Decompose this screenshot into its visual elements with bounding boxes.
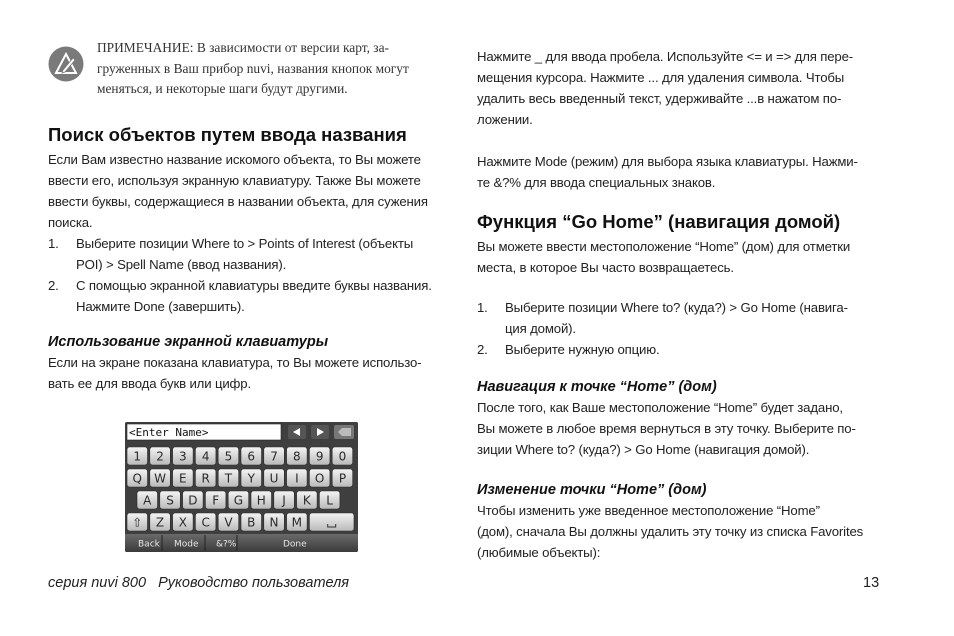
keyboard-key-label: B bbox=[247, 515, 256, 530]
text-line: Если Вам известно название искомого объекта, то Вы можете bbox=[48, 151, 421, 167]
text-line: Нажмите _ для ввода пробела. Используйте <= и => для пере- bbox=[477, 49, 854, 64]
step-item bbox=[477, 339, 887, 360]
paragraph bbox=[477, 151, 887, 193]
keyboard-key-label: Y bbox=[247, 471, 255, 486]
text-line: (любимые объекты): bbox=[477, 545, 601, 560]
step-line: Нажмите Done (завершить). bbox=[76, 298, 245, 314]
step-line: ция домой). bbox=[505, 321, 576, 336]
keyboard-key-label: D bbox=[188, 493, 198, 508]
paragraph bbox=[477, 46, 887, 130]
keyboard-key-label: 1 bbox=[133, 449, 142, 464]
footer-title: серия nuvi 800 Руководство пользователя bbox=[48, 575, 350, 591]
step-number: 1. bbox=[477, 300, 488, 315]
section-intro bbox=[477, 236, 887, 278]
note-line: ПРИМЕЧАНИЕ: В зависимости от версии карт, за- bbox=[97, 40, 389, 55]
step-line: С помощью экранной клавиатуры введите буквы названия. bbox=[76, 277, 432, 293]
keyboard-key-label: ⇧ bbox=[132, 515, 143, 530]
step-number: 2. bbox=[477, 342, 488, 357]
keyboard-key-label: R bbox=[201, 471, 210, 486]
step-item bbox=[48, 275, 453, 317]
section-heading: Поиск объектов путем ввода названия bbox=[48, 123, 407, 145]
subsection-text bbox=[477, 397, 887, 460]
step-line: Выберите нужную опцию. bbox=[505, 342, 660, 357]
left-column bbox=[48, 38, 453, 394]
text-line: ввести буквы, содержащиеся в названии объекта, для сужения bbox=[48, 193, 428, 209]
keyboard-key-label: 9 bbox=[315, 449, 324, 464]
subsection-heading: Использование экранной клавиатуры bbox=[48, 333, 329, 350]
keyboard-key-label: 6 bbox=[247, 449, 256, 464]
keyboard-bottom-label: Back bbox=[138, 539, 160, 550]
text-line: Нажмите Mode (режим) для выбора языка клавиатуры. Нажми- bbox=[477, 154, 858, 169]
keyboard-key-label: T bbox=[224, 471, 233, 486]
text-line: ложении. bbox=[477, 112, 533, 127]
page-number: 13 bbox=[863, 575, 880, 591]
keyboard-bottom-label: Done bbox=[283, 539, 307, 550]
text-line: мещения курсора. Нажмите ... для удаления символа. Чтобы bbox=[477, 70, 845, 85]
text-line: Чтобы изменить уже введенное местоположение “Home” bbox=[477, 503, 820, 518]
text-line: ввести его, используя экранную клавиатуру. Также Вы можете bbox=[48, 172, 421, 188]
subsection-text bbox=[48, 352, 453, 394]
note-text bbox=[97, 38, 409, 100]
keyboard-key-label: 0 bbox=[338, 449, 347, 464]
note-line: меняться, и некоторые шаги будут другими. bbox=[97, 81, 348, 96]
keyboard-key-label: I bbox=[295, 471, 299, 486]
keyboard-key-label: 7 bbox=[270, 449, 278, 464]
keyboard-key-label: 2 bbox=[156, 449, 164, 464]
section-heading: Функция “Go Home” (навигация домой) bbox=[477, 211, 841, 232]
keyboard-bottom-label: &?% bbox=[216, 539, 237, 550]
text-line: места, в которое Вы часто возвращаетесь. bbox=[477, 260, 734, 275]
keyboard-key-label: Z bbox=[155, 515, 165, 530]
text-line: Если на экране показана клавиатура, то Вы можете использо- bbox=[48, 354, 422, 370]
keyboard-key-label: 3 bbox=[179, 449, 187, 464]
keyboard-key-label: J bbox=[282, 493, 286, 508]
keyboard-bottom-bar bbox=[125, 534, 358, 552]
text-line: удалить весь введенный текст, удерживайте ...в нажатом по- bbox=[477, 91, 842, 106]
keyboard-key-label: A bbox=[143, 493, 152, 508]
keyboard-key-label: 5 bbox=[224, 449, 233, 464]
keyboard-key-label: E bbox=[179, 471, 187, 486]
step-item bbox=[48, 233, 453, 275]
keyboard-key-label: L bbox=[326, 493, 333, 508]
keyboard-key-label: Q bbox=[132, 471, 142, 486]
note-pencil-icon bbox=[48, 46, 84, 82]
step-line: Выберите позиции Where to? (куда?) > Go Home (навига- bbox=[505, 300, 848, 315]
subsection-text bbox=[477, 500, 887, 563]
keyboard-key-label: U bbox=[269, 471, 279, 486]
text-line: вать ее для ввода букв или цифр. bbox=[48, 375, 251, 391]
steps-list bbox=[477, 297, 887, 360]
space-key bbox=[309, 513, 354, 531]
keyboard-key-label: N bbox=[269, 515, 279, 530]
keyboard-key-label: 4 bbox=[201, 449, 210, 464]
keyboard-bottom-label: Mode bbox=[174, 539, 199, 550]
text-line: поиска. bbox=[48, 214, 93, 230]
keyboard-field-text: <Enter Name> bbox=[129, 426, 209, 439]
keyboard-key-label: V bbox=[224, 515, 233, 530]
step-line: Выберите позиции Where to > Points of Interest (объекты bbox=[76, 235, 414, 251]
keyboard-key-label: C bbox=[201, 515, 210, 530]
text-line: Вы можете ввести местоположение “Home” (дом) для отметки bbox=[477, 239, 851, 254]
keyboard-key-label: P bbox=[338, 471, 347, 486]
keyboard-key-label: W bbox=[154, 471, 166, 486]
right-column bbox=[477, 46, 887, 563]
keyboard-key-label: H bbox=[256, 493, 266, 508]
subsection-heading: Изменение точки “Home” (дом) bbox=[477, 482, 707, 498]
keyboard-key-label: 8 bbox=[293, 449, 301, 464]
step-line: POI) > Spell Name (ввод названия). bbox=[76, 256, 287, 272]
text-line: (дом), сначала Вы должны удалить эту точку из списка Favorites bbox=[477, 524, 864, 539]
step-number: 2. bbox=[48, 277, 59, 293]
keyboard-key-label: M bbox=[291, 515, 303, 530]
onscreen-keyboard-illustration bbox=[125, 422, 358, 552]
keyboard-key-label: O bbox=[314, 471, 325, 486]
keyboard-key-label: X bbox=[178, 515, 187, 530]
steps-list bbox=[48, 233, 453, 317]
subsection-heading: Навигация к точке “Home” (дом) bbox=[477, 379, 717, 395]
note-box bbox=[48, 38, 453, 100]
text-line: зиции Where to? (куда?) > Go Home (навигация домой). bbox=[477, 442, 810, 457]
text-line: те &?% для ввода специальных знаков. bbox=[477, 175, 716, 190]
text-line: После того, как Ваше местоположение “Home” будет задано, bbox=[477, 400, 843, 415]
keyboard-key-label: K bbox=[302, 493, 311, 508]
section-intro bbox=[48, 149, 453, 233]
text-line: Вы можете в любое время вернуться в эту точку. Выберите по- bbox=[477, 421, 856, 436]
keyboard-key-label: S bbox=[166, 493, 174, 508]
step-number: 1. bbox=[48, 235, 59, 251]
note-line: груженных в Ваш прибор nuvi, названия кнопок могут bbox=[97, 60, 409, 76]
keyboard-key-label: G bbox=[233, 493, 244, 508]
step-item bbox=[477, 297, 887, 339]
keyboard-key-label: F bbox=[212, 493, 220, 508]
